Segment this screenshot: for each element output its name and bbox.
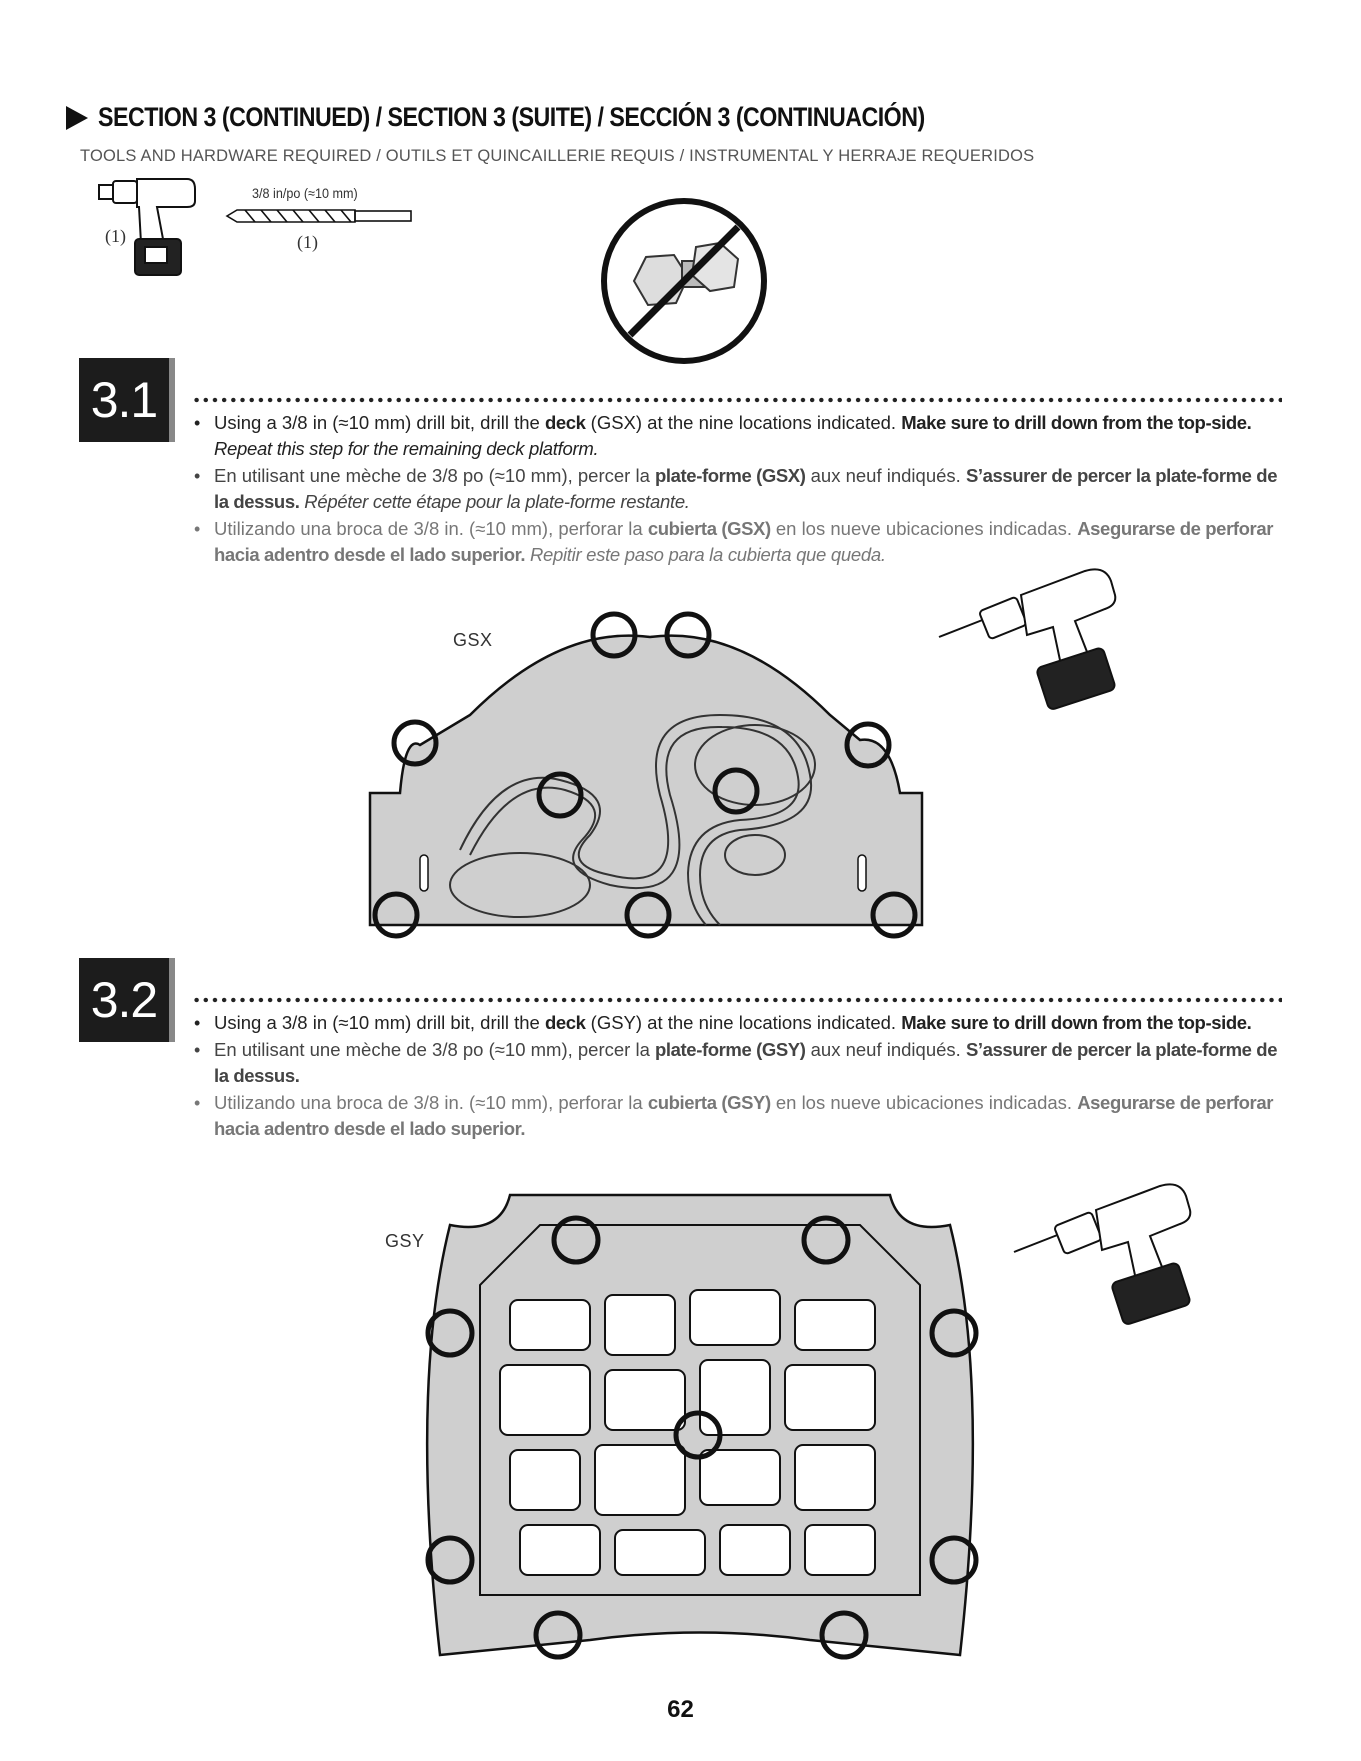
instruction-es: • Utilizando una broca de 3/8 in. (≈10 mm), perforar la cubierta (GSX) en los nueve ubicaciones indicadas. Asegurarse de perforar hacia adentro desde el lado superior. Repitir este paso para la cubierta que queda. xyxy=(192,516,1282,568)
instruction-en: • Using a 3/8 in (≈10 mm) drill bit, drill the deck (GSY) at the nine locations indicated. Make sure to drill down from the top-side. xyxy=(192,1010,1282,1036)
instruction-en: • Using a 3/8 in (≈10 mm) drill bit, drill the deck (GSX) at the nine locations indicated. Make sure to drill down from the top-side. Repeat this step for the remaining deck platform. xyxy=(192,410,1282,462)
arrow-bullet-icon xyxy=(66,106,88,130)
step-number-3-2: 3.2 xyxy=(79,958,175,1042)
dotted-divider xyxy=(192,996,1282,1004)
step-number-3-1: 3.1 xyxy=(79,358,175,442)
step-3-1-instructions xyxy=(192,410,1282,569)
drill-illustration-icon xyxy=(935,565,1135,725)
drill-illustration-icon xyxy=(1010,1180,1210,1340)
page-number: 62 xyxy=(667,1696,694,1723)
instruction-fr: • En utilisant une mèche de 3/8 po (≈10 mm), percer la plate-forme (GSY) aux neuf indiqués. S’assurer de percer la plate-forme de la dessus. xyxy=(192,1037,1282,1089)
gsx-deck-diagram xyxy=(360,605,940,940)
drill-bit-quantity: (1) xyxy=(297,232,318,252)
part-label-gsy: GSY xyxy=(385,1231,425,1251)
step-3-2-instructions xyxy=(192,1010,1282,1143)
tools-hardware-subtitle: TOOLS AND HARDWARE REQUIRED / OUTILS ET QUINCAILLERIE REQUIS / INSTRUMENTAL Y HERRAJE REQUERIDOS xyxy=(80,147,1035,165)
dotted-divider xyxy=(192,396,1282,404)
part-label-gsx: GSX xyxy=(453,630,493,650)
drill-bit-size-label: 3/8 in/po (≈10 mm) xyxy=(252,185,358,201)
gsy-deck-diagram xyxy=(390,1185,1010,1675)
instruction-fr: • En utilisant une mèche de 3/8 po (≈10 mm), percer la plate-forme (GSX) aux neuf indiqués. S’assurer de percer la plate-forme de la dessus. Répéter cette étape pour la plate-forme restante. xyxy=(192,463,1282,515)
no-bolts-icon xyxy=(598,195,770,367)
instruction-es: • Utilizando una broca de 3/8 in. (≈10 mm), perforar la cubierta (GSY) en los nueve ubicaciones indicadas. Asegurarse de perforar hacia adentro desde el lado superior. xyxy=(192,1090,1282,1142)
drill-quantity: (1) xyxy=(105,226,126,246)
section-header xyxy=(66,102,1059,133)
section-title: SECTION 3 (CONTINUED) / SECTION 3 (SUITE) / SECCIÓN 3 (CONTINUACIÓN) xyxy=(98,102,925,132)
drill-bit-icon xyxy=(225,206,415,226)
